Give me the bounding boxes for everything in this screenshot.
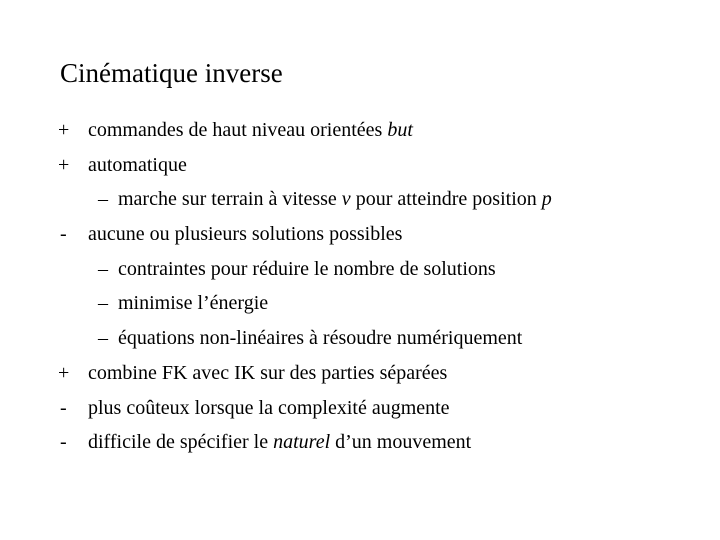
list-item [0,356,720,391]
minus-marker: - [60,223,67,246]
list-item [0,391,720,426]
sub-list-item [0,286,720,321]
slide-title: Cinématique inverse [60,58,283,88]
list-item [0,148,720,183]
sub-list-item [0,321,720,356]
list-item-text: plus coûteux lorsque la complexité augmente [88,396,450,419]
plus-marker: + [58,153,70,176]
sub-list-item [0,182,720,217]
plus-marker: + [58,361,70,384]
sub-list-item [0,252,720,287]
list-item-text: équations non-linéaires à résoudre numériquement [118,327,523,350]
list-item [0,425,720,460]
list-item-text: combine FK avec IK sur des parties séparées [88,361,448,384]
list-item-text: automatique [88,153,187,176]
list-item [0,113,720,148]
bullet-list [0,113,720,460]
minus-marker: - [60,396,67,419]
list-item-text: minimise l’énergie [118,292,269,315]
dash-marker: – [98,188,108,211]
list-item [0,217,720,252]
minus-marker: - [60,431,67,454]
list-item-text: marche sur terrain à vitesse v pour atteindre position p [118,188,552,211]
dash-marker: – [98,257,108,280]
list-item-text: difficile de spécifier le naturel d’un mouvement [88,431,472,454]
list-item-text: aucune ou plusieurs solutions possibles [88,223,403,246]
list-item-text: contraintes pour réduire le nombre de solutions [118,257,496,280]
dash-marker: – [98,327,108,350]
dash-marker: – [98,292,108,315]
plus-marker: + [58,119,70,141]
list-item-text: commandes de haut niveau orientées but [88,119,413,141]
